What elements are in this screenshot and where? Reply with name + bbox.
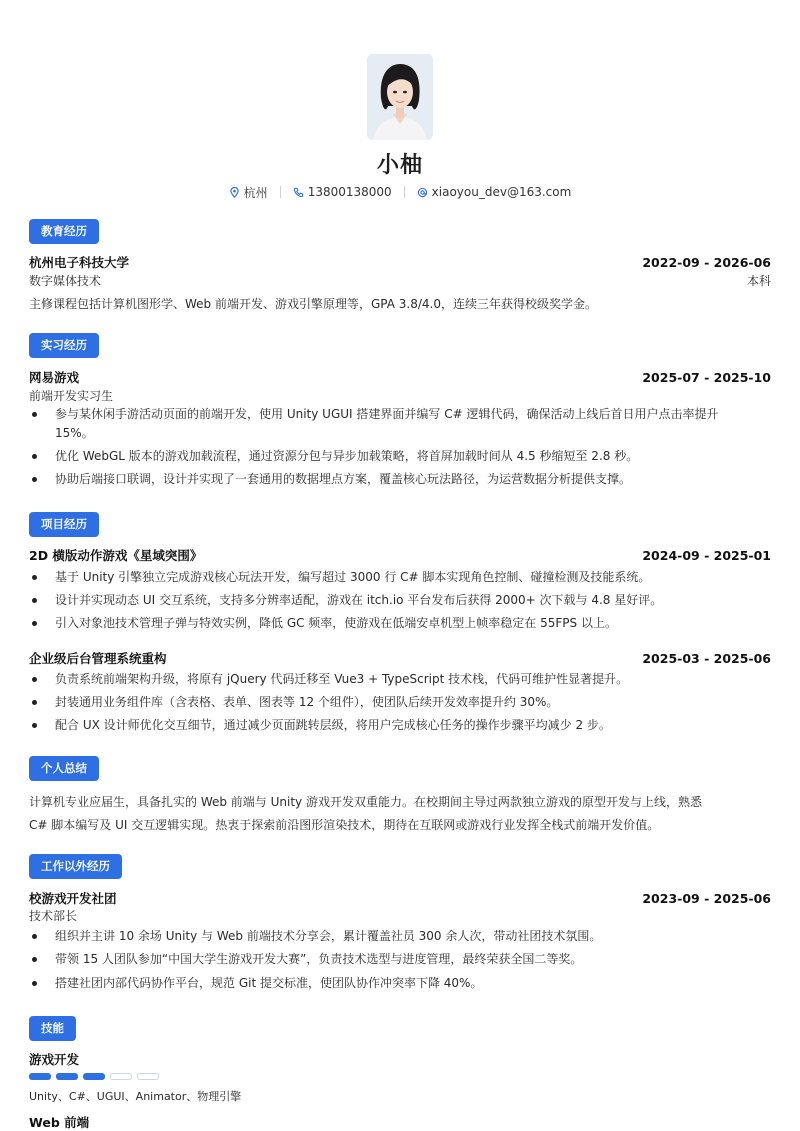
skill-level-segment xyxy=(83,1073,105,1080)
email-at-icon xyxy=(417,187,428,198)
project-header-row xyxy=(29,649,771,667)
skill-name: 游戏开发 xyxy=(29,1052,80,1067)
org-name: 校游戏开发社团 xyxy=(29,891,117,906)
skill-level-segment xyxy=(56,1073,78,1080)
skill-header-row xyxy=(29,1113,771,1131)
list-item-continuation: 15%。 xyxy=(55,426,94,440)
education-date: 2022-09 - 2026-06 xyxy=(642,254,771,270)
bullet-dot-icon xyxy=(32,412,37,417)
skill-detail-row xyxy=(29,1087,771,1105)
extracurricular-header-row xyxy=(29,889,771,907)
project-date: 2024-09 - 2025-01 xyxy=(642,547,771,563)
summary-line: C# 脚本编写及 UI 交互逻辑实现。热衷于探索前沿图形渲染技术，期待在互联网或游戏行业发挥全栈式前端开发价值。 xyxy=(29,818,660,832)
contact-bar xyxy=(0,183,800,201)
list-item: 引入对象池技术管理子弹与特效实例，降低 GC 频率，使游戏在低端安卓机型上帧率稳定在 55FPS 以上。 xyxy=(29,613,771,634)
degree: 本科 xyxy=(746,273,771,288)
skill-name: Web 前端 xyxy=(29,1115,90,1130)
portrait-photo-icon xyxy=(367,54,433,140)
list-item: 搭建社团内部代码协作平台，规范 Git 提交标准，使团队协作冲突率下降 40%。 xyxy=(29,973,771,994)
list-item: 配合 UX 设计师优化交互细节，通过减少页面跳转层级，将用户完成核心任务的操作步骤平均减少 2 步。 xyxy=(29,715,771,736)
bullet-dot-icon xyxy=(32,957,37,962)
bullet-dot-icon xyxy=(32,981,37,986)
list-item: 基于 Unity 引擎独立完成游戏核心玩法开发，编写超过 3000 行 C# 脚本实现角色控制、碰撞检测及技能系统。 xyxy=(29,567,771,588)
project-header-row xyxy=(29,546,771,564)
skill-header-row xyxy=(29,1050,771,1068)
section-summary-badge: 个人总结 xyxy=(29,756,99,781)
project-date: 2025-03 - 2025-06 xyxy=(642,650,771,666)
location-pin-icon xyxy=(229,187,240,198)
list-item: 设计并实现动态 UI 交互系统，支持多分辨率适配，游戏在 itch.io 平台发布后获得 2000+ 次下载与 4.8 星好评。 xyxy=(29,590,771,611)
extracurricular-date: 2023-09 - 2025-06 xyxy=(642,890,771,906)
company-name: 网易游戏 xyxy=(29,370,80,385)
location-text: 杭州 xyxy=(243,185,268,200)
bullet-dot-icon xyxy=(32,454,37,459)
list-item: 参与某休闲手游活动页面的前端开发，使用 Unity UGUI 搭建界面并编写 C# 逻辑代码，确保活动上线后首日用户点击率提升 xyxy=(29,404,771,425)
candidate-name: 小柚 xyxy=(376,153,423,178)
skill-level-segment xyxy=(29,1073,51,1080)
bullet-dot-icon xyxy=(32,934,37,939)
contact-divider xyxy=(280,186,281,198)
extracurricular-role-row xyxy=(29,906,771,924)
bullet-dot-icon xyxy=(32,677,37,682)
list-item: 带领 15 人团队参加“中国大学生游戏开发大赛”，负责技术选型与进度管理，最终荣获全国二等奖。 xyxy=(29,949,771,970)
skill-detail: Unity、C#、UGUI、Animator、物理引擎 xyxy=(29,1090,242,1103)
extracurricular-role: 技术部长 xyxy=(29,908,78,923)
education-sub-row xyxy=(29,271,771,289)
internship-role: 前端开发实习生 xyxy=(29,388,114,403)
internship-date: 2025-07 - 2025-10 xyxy=(642,369,771,385)
internship-header-row xyxy=(29,368,771,386)
bullet-dot-icon xyxy=(32,621,37,626)
internship-role-row xyxy=(29,386,771,404)
skill-level-bars xyxy=(29,1073,159,1080)
phone-icon xyxy=(293,187,304,198)
list-item: 封装通用业务组件库（含表格、表单、图表等 12 个组件），使团队后续开发效率提升约 30%。 xyxy=(29,692,771,713)
section-extracurricular-badge: 工作以外经历 xyxy=(29,854,122,879)
bullet-dot-icon xyxy=(32,598,37,603)
summary-line: 计算机专业应届生，具备扎实的 Web 前端与 Unity 游戏开发双重能力。在校期间主导过两款独立游戏的原型开发与上线，熟悉 xyxy=(29,795,702,809)
bullet-dot-icon xyxy=(32,575,37,580)
section-education-badge: 教育经历 xyxy=(29,219,99,244)
school-name: 杭州电子科技大学 xyxy=(29,255,130,270)
contact-divider xyxy=(404,186,405,198)
education-description: 主修课程包括计算机图形学、Web 前端开发、游戏引擎原理等，GPA 3.8/4.0，连续三年获得校级奖学金。 xyxy=(29,297,597,311)
phone-text[interactable]: 13800138000 xyxy=(307,185,392,199)
skill-level-segment xyxy=(137,1073,159,1080)
list-item: 优化 WebGL 版本的游戏加载流程，通过资源分包与异步加载策略，将首屏加载时间从 4.5 秒缩短至 2.8 秒。 xyxy=(29,446,771,467)
section-projects-badge: 项目经历 xyxy=(29,512,99,537)
bullet-dot-icon xyxy=(32,477,37,482)
project-name: 2D 横版动作游戏《星域突围》 xyxy=(29,548,203,563)
bullet-dot-icon xyxy=(32,723,37,728)
contact-phone xyxy=(293,185,392,199)
education-header-row xyxy=(29,253,771,271)
list-item: 协助后端接口联调，设计并实现了一套通用的数据埋点方案，覆盖核心玩法路径，为运营数据分析提供支撑。 xyxy=(29,469,771,490)
contact-location xyxy=(229,184,268,201)
bullet-dot-icon xyxy=(32,700,37,705)
list-item: 组织并主讲 10 余场 Unity 与 Web 前端技术分享会，累计覆盖社员 300 余人次，带动社团技术氛围。 xyxy=(29,926,771,947)
project-name: 企业级后台管理系统重构 xyxy=(29,651,167,666)
email-text[interactable]: xiaoyou_dev@163.com xyxy=(431,185,572,199)
contact-email xyxy=(417,185,572,199)
major: 数字媒体技术 xyxy=(29,273,102,288)
section-internship-badge: 实习经历 xyxy=(29,333,99,358)
list-item: 负责系统前端架构升级，将原有 jQuery 代码迁移至 Vue3 + TypeScript 技术栈，代码可维护性显著提升。 xyxy=(29,669,771,690)
section-skills-badge: 技能 xyxy=(29,1016,76,1041)
avatar xyxy=(367,54,433,140)
skill-level-segment xyxy=(110,1073,132,1080)
